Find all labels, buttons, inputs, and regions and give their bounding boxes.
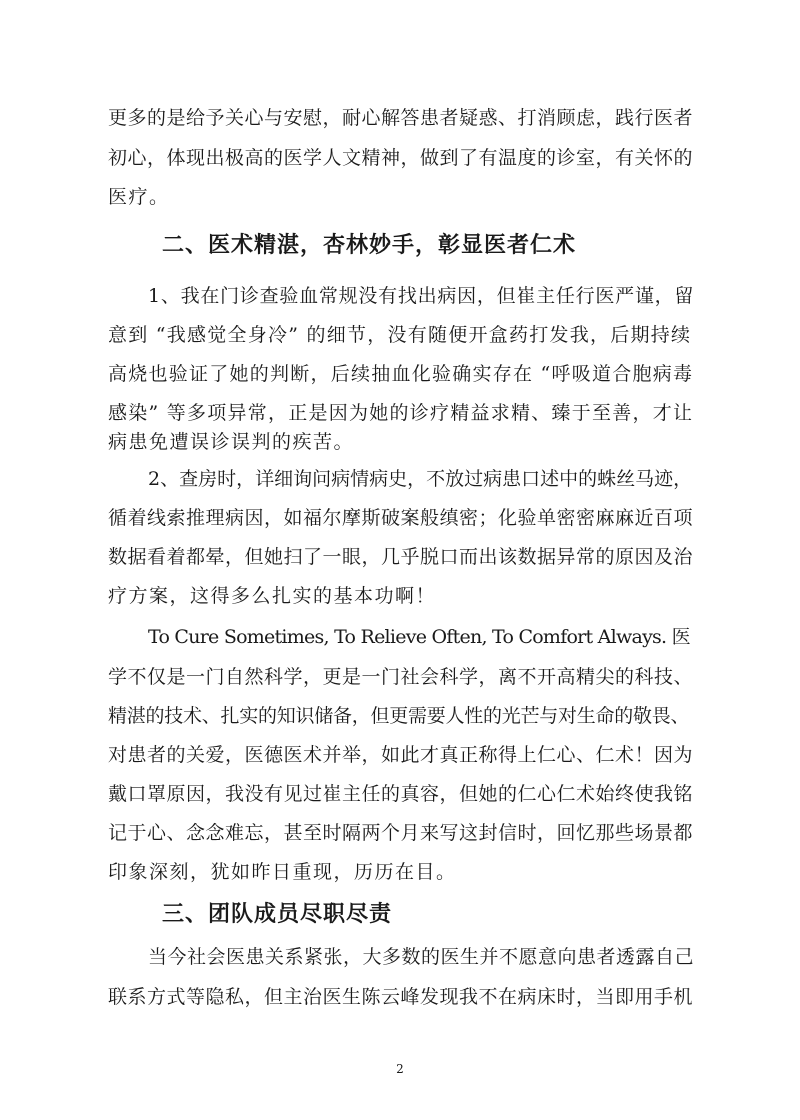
s2-p3-line-7: 印象深刻，犹如昨日重现，历历在目。 xyxy=(108,861,457,883)
intro-line-1: 更多的是给予关心与安慰，耐心解答患者疑惑、打消顾虑，践行医者 xyxy=(108,107,694,129)
intro-line-2: 初心，体现出极高的医学人文精神，做到了有温度的诊室，有关怀的 xyxy=(108,147,694,169)
s2-p2-line-4: 疗方案，这得多么扎实的基本功啊！ xyxy=(108,585,437,607)
page-number: 2 xyxy=(396,1062,404,1076)
s2-p3-line-1: To Cure Sometimes, To Relieve Often, To Comfort Always. 医 xyxy=(148,626,690,648)
s3-p1-line-1: 当今社会医患关系紧张，大多数的医生并不愿意向患者透露自己 xyxy=(148,946,695,968)
section-2-heading: 二、医术精湛，杏林妙手，彰显医者仁术 xyxy=(162,233,577,258)
s2-p3-line-2: 学不仅是一门自然科学，更是一门社会科学，离不开高精尖的科技、 xyxy=(108,666,694,688)
section-3-heading: 三、团队成员尽职尽责 xyxy=(162,902,393,927)
s2-p2-line-3: 数据看着都晕，但她扫了一眼，几乎脱口而出该数据异常的原因及治 xyxy=(108,546,694,568)
s2-p3-line-3: 精湛的技术、扎实的知识储备，但更需要人性的光芒与对生命的敬畏、 xyxy=(108,705,690,727)
s2-p2-line-2: 循着线索推理病因，如福尔摩斯破案般缜密；化验单密密麻麻近百项 xyxy=(108,507,694,529)
s2-p2-line-1: 2、查房时，详细询问病情病史，不放过病患口述中的蛛丝马迹， xyxy=(148,468,693,490)
s2-p1-line-5: 病患免遭误诊误判的疾苦。 xyxy=(108,431,355,453)
s2-p1-line-3: 高烧也验证了她的判断，后续抽血化验确实存在 “呼吸道合胞病毒 xyxy=(108,363,694,385)
s2-p1-line-4: 感染” 等多项异常，正是因为她的诊疗精益求精、臻于至善，才让 xyxy=(108,402,694,424)
s2-p3-line-5: 戴口罩原因，我没有见过崔主任的真容，但她的仁心仁术始终使我铭 xyxy=(108,783,694,805)
s2-p3-line-6: 记于心、念念难忘，甚至时隔两个月来写这封信时，回忆那些场景都 xyxy=(108,822,694,844)
s3-p1-line-2: 联系方式等隐私，但主治医生陈云峰发现我不在病床时，当即用手机 xyxy=(108,986,694,1008)
s2-p1-line-2: 意到 “我感觉全身冷” 的细节，没有随便开盒药打发我，后期持续 xyxy=(108,324,692,346)
s2-p3-line-4: 对患者的关爱，医德医术并举，如此才真正称得上仁心、仁术！因为 xyxy=(108,744,694,766)
s2-p1-line-1: 1、我在门诊查验血常规没有找出病因，但崔主任行医严谨，留 xyxy=(148,285,695,307)
intro-line-3: 医疗。 xyxy=(108,186,170,208)
